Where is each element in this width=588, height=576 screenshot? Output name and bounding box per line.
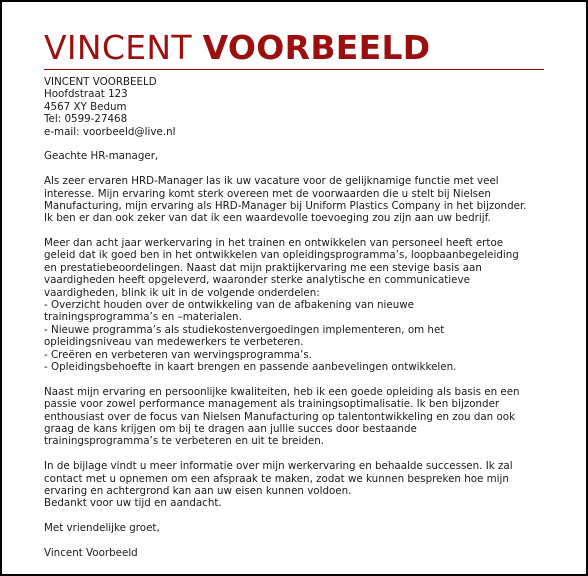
spacer	[44, 510, 554, 522]
paragraph-line: contact met u opnemen om een afspraak te maken, zodat we kunnen bespreken hoe mijn	[44, 472, 509, 485]
paragraph-closing	[44, 460, 554, 510]
sender-city: 4567 XY Bedum	[44, 100, 127, 113]
paragraph-line: Ik ben er dan ook zeker van dat ik een waardevolle toevoeging zou zijn aan uw bedrijf.	[44, 212, 491, 225]
header-first-name: VINCENT	[44, 28, 192, 67]
paragraph-line: Meer dan acht jaar werkervaring in het trainen en ontwikkelen van personeel heeft ertoe	[44, 237, 504, 250]
paragraph-line: ervaring en achtergrond kan aan uw eisen kunnen voldoen.	[44, 484, 352, 497]
sender-name: VINCENT VOORBEELD	[44, 76, 157, 88]
spacer	[44, 138, 554, 150]
paragraph-line: en prestatiebeoordelingen. Naast dat mijn praktijkervaring me een stevige basis aan	[44, 261, 482, 274]
sender-street: Hoofdstraat 123	[44, 88, 128, 101]
paragraph-line: Manufacturing, mijn ervaring als HRD-Manager bij Uniform Plastics Company in het bijzonder.	[44, 199, 527, 212]
paragraph-line: graag de kans krijgen om bij te dragen aan jullie succes door bestaande	[44, 422, 417, 435]
sender-email: e-mail: voorbeeld@live.nl	[44, 125, 176, 138]
paragraph-line: In de bijlage vindt u meer informatie over mijn werkervaring en behaalde successen. Ik zal	[44, 460, 513, 473]
paragraph-line: Naast mijn ervaring en persoonlijke kwaliteiten, heb ik een goede opleiding als basis en een	[44, 385, 520, 398]
spacer	[44, 448, 554, 460]
bullet-item-continuation: opleidingsniveau van medewerkers te verbeteren.	[44, 336, 304, 349]
header-divider	[44, 69, 544, 70]
paragraph-line: Als zeer ervaren HRD-Manager las ik uw vacature voor de gelijknamige functie met veel	[44, 175, 499, 188]
spacer	[44, 163, 554, 175]
sender-address-block	[44, 76, 554, 138]
paragraph-line: interesse. Mijn ervaring komt sterk overeen met de voorwaarden die u stelt bij Nielsen	[44, 187, 491, 200]
paragraph-intro	[44, 175, 554, 225]
paragraph-experience	[44, 237, 554, 373]
signature: Vincent Voorbeeld	[44, 546, 138, 559]
closing-greeting: Met vriendelijke groet,	[44, 522, 160, 535]
paragraph-line: trainingsprogramma’s te verbeteren en uit te breiden.	[44, 435, 325, 448]
bullet-item-continuation: trainingsprogramma’s en –materialen.	[44, 311, 242, 324]
sender-phone: Tel: 0599-27468	[44, 113, 128, 126]
bullet-item: - Opleidingsbehoefte in kaart brengen en passende aanbevelingen ontwikkelen.	[44, 360, 457, 373]
bullet-item: - Creëren en verbeteren van wervingsprogramma’s.	[44, 348, 312, 361]
paragraph-line: Bedankt voor uw tijd en aandacht.	[44, 497, 222, 510]
paragraph-motivation	[44, 386, 554, 448]
letter-header	[44, 28, 430, 68]
spacer	[44, 373, 554, 385]
paragraph-line: vaardigheden, blink ik uit in de volgende onderdelen:	[44, 286, 320, 299]
header-last-name: VOORBEELD	[202, 28, 431, 67]
spacer	[44, 225, 554, 237]
bullet-item: - Nieuwe programma’s als studiekostenvergoedingen implementeren, om het	[44, 323, 445, 336]
paragraph-line: geleid dat ik goed ben in het ontwikkelen van opleidingsprogramma’s, loopbaanbegeleiding	[44, 249, 519, 262]
salutation: Geachte HR-manager,	[44, 150, 159, 163]
paragraph-line: vaardigheden heeft opgeleverd, waaronder sterke analytische en communicatieve	[44, 274, 470, 287]
spacer	[44, 534, 554, 546]
bullet-item: - Overzicht houden over de ontwikkeling van de afbakening van nieuwe	[44, 299, 415, 312]
letter-body	[44, 76, 554, 559]
paragraph-line: passie voor zowel performance management als trainingsoptimalisatie. Ik ben bijzonder	[44, 398, 500, 411]
paragraph-line: enthousiast over de focus van Nielsen Manufacturing op talentontwikkeling en zou dan ook	[44, 410, 516, 423]
